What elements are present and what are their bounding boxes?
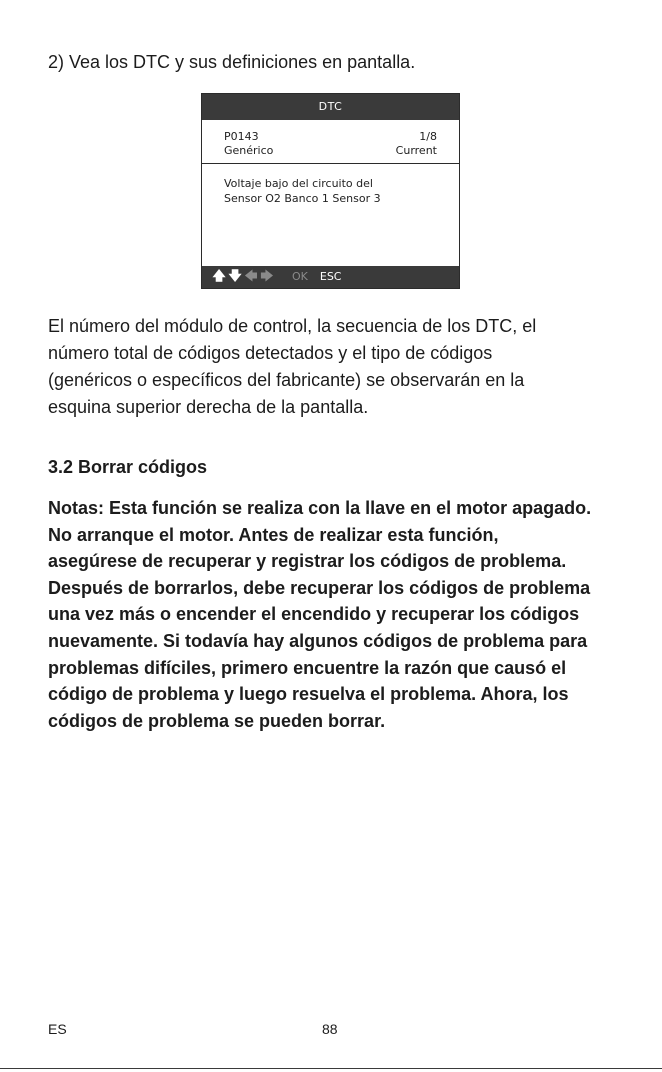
paragraph-line: El número del módulo de control, la secuencia de los DTC, el	[48, 316, 537, 336]
ok-key: OK	[292, 270, 308, 283]
section-title: 3.2 Borrar códigos	[48, 457, 208, 477]
dtc-position: 1/8	[419, 130, 437, 143]
notes-line: problemas difíciles, primero encuentre la razón que causó el	[48, 657, 567, 678]
screen-divider	[202, 163, 459, 164]
description-line: Sensor O2 Banco 1 Sensor 3	[224, 192, 381, 205]
dtc-code: P0143	[224, 130, 259, 143]
body-paragraph	[48, 313, 623, 421]
dtc-description	[224, 176, 441, 206]
dtc-status: Current	[395, 144, 437, 157]
screen-title: DTC	[202, 94, 459, 120]
notes-line: código de problema y luego resuelva el problema. Ahora, los	[48, 684, 569, 705]
footer-rule	[0, 1068, 662, 1069]
screen-footer	[202, 266, 459, 288]
arrow-right-icon: 🡆	[260, 269, 274, 284]
paragraph-line: número total de códigos detectados y el tipo de códigos	[48, 343, 493, 363]
notes-line: Después de borrarlos, debe recuperar los códigos de problema	[48, 577, 591, 598]
notes-line: No arranque el motor. Antes de realizar esta función,	[48, 524, 499, 545]
step-heading: 2) Vea los DTC y sus definiciones en pantalla.	[48, 52, 416, 72]
notes-line: códigos de problema se pueden borrar.	[48, 710, 386, 731]
notes-line: una vez más o encender el encendido y recuperar los códigos	[48, 604, 580, 625]
code-row	[224, 130, 437, 144]
page-number: 88	[322, 1021, 338, 1037]
type-row	[224, 144, 437, 158]
arrow-left-icon: 🡄	[244, 269, 258, 284]
description-line: Voltaje bajo del circuito del	[224, 177, 373, 190]
arrow-down-icon[interactable]: 🡇	[228, 269, 242, 284]
notes-paragraph	[48, 495, 628, 734]
paragraph-line: esquina superior derecha de la pantalla.	[48, 397, 369, 417]
footer-language: ES	[48, 1021, 67, 1037]
dtc-screen	[201, 93, 460, 289]
paragraph-line: (genéricos o específicos del fabricante) se observarán en la	[48, 370, 525, 390]
notes-line: asegúrese de recuperar y registrar los códigos de problema.	[48, 551, 567, 572]
notes-line: nuevamente. Si todavía hay algunos códigos de problema para	[48, 630, 588, 651]
esc-key[interactable]: ESC	[319, 270, 342, 283]
arrow-up-icon[interactable]: 🡅	[212, 269, 226, 284]
notes-line: Notas: Esta función se realiza con la llave en el motor apagado.	[48, 498, 592, 518]
dtc-type: Genérico	[224, 144, 274, 157]
